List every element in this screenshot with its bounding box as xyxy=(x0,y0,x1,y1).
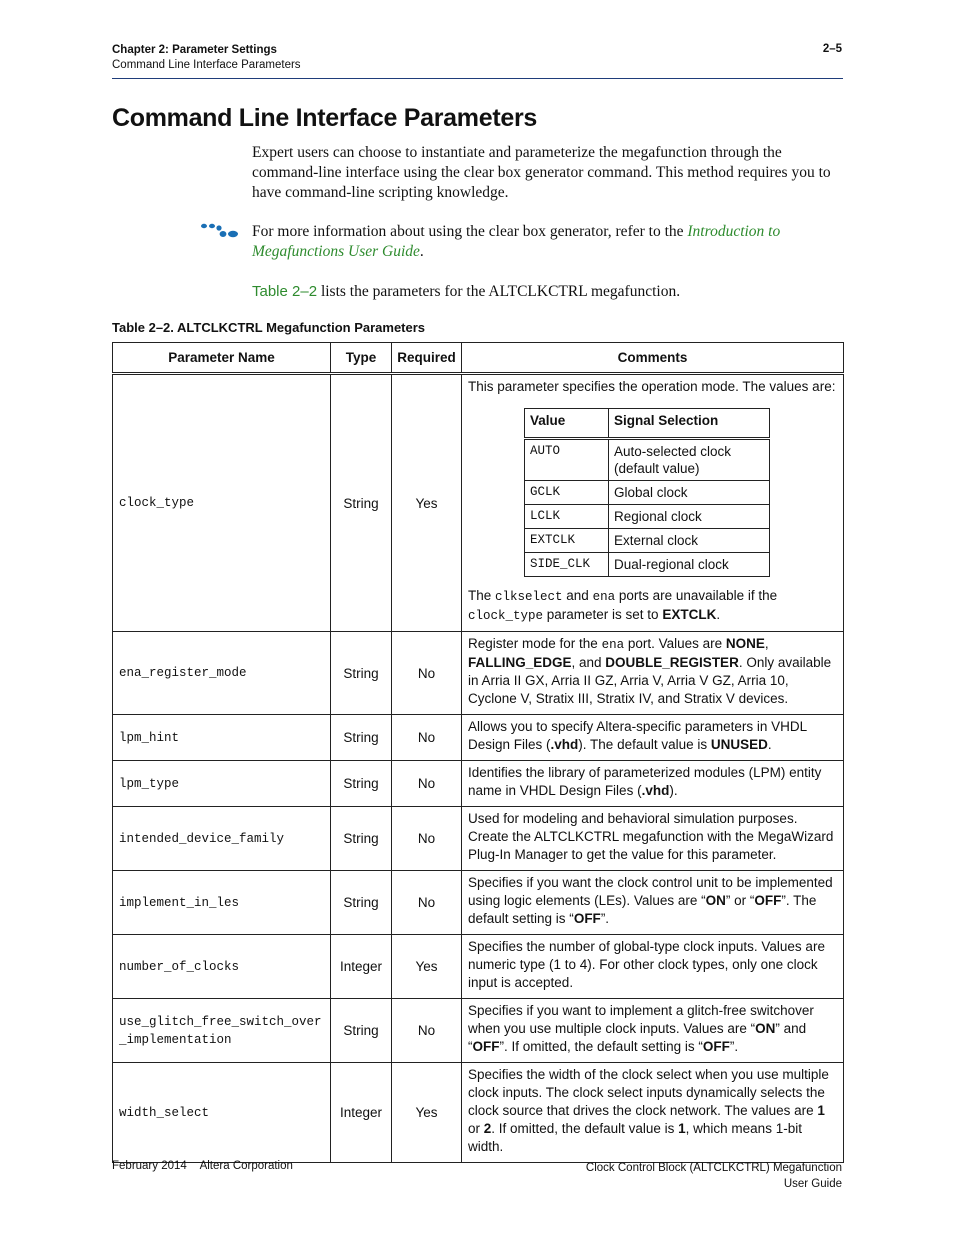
param-name: lpm_type xyxy=(113,761,331,807)
param-required: No xyxy=(392,715,462,761)
sub-signal: External clock xyxy=(609,529,770,553)
user-guide-link[interactable]: Introduction to Megafunctions User Guide xyxy=(252,223,781,260)
param-type: String xyxy=(331,715,392,761)
table-reference-paragraph xyxy=(252,282,842,302)
param-name: intended_device_family xyxy=(113,807,331,871)
col-header-required: Required xyxy=(392,343,462,374)
col-header-name: Parameter Name xyxy=(113,343,331,374)
sub-value: SIDE_CLK xyxy=(525,553,609,577)
param-name: number_of_clocks xyxy=(113,935,331,999)
footer-doc-type: User Guide xyxy=(783,1178,842,1190)
param-name: implement_in_les xyxy=(113,871,331,935)
param-type: String xyxy=(331,871,392,935)
comment-intro: This parameter specifies the operation mode. The values are: xyxy=(468,379,836,394)
table-row xyxy=(113,999,844,1063)
sub-signal: Global clock xyxy=(609,481,770,505)
table-row xyxy=(113,715,844,761)
param-type: Integer xyxy=(331,1063,392,1163)
sub-value: AUTO xyxy=(525,439,609,481)
param-required: Yes xyxy=(392,374,462,632)
param-required: No xyxy=(392,807,462,871)
page-title: Command Line Interface Parameters xyxy=(112,104,537,132)
page-number: 2–5 xyxy=(822,43,842,55)
parameters-table xyxy=(112,342,844,1163)
sub-header-value: Value xyxy=(525,409,609,439)
param-comment: Specifies if you want to implement a glitch-free switchover when you use multiple clock inputs. Values are “ON” and “OFF”. If omitted, the default setting is “OFF”. xyxy=(462,999,844,1063)
sub-row xyxy=(525,481,770,505)
table-row xyxy=(113,761,844,807)
param-name: clock_type xyxy=(113,374,331,632)
comment-after: The clkselect and ena ports are unavailable if the clock_type parameter is set to EXTCLK. xyxy=(468,588,778,623)
param-required: No xyxy=(392,632,462,715)
table-xref-link[interactable]: Table 2–2 xyxy=(252,283,318,300)
param-comment: Identifies the library of parameterized modules (LPM) entity name in VHDL Design Files (.vhd). xyxy=(462,761,844,807)
param-name: use_glitch_free_switch_over _implementation xyxy=(113,999,331,1063)
table-row xyxy=(113,871,844,935)
param-name: width_select xyxy=(113,1063,331,1163)
sub-signal: Dual-regional clock xyxy=(609,553,770,577)
sub-row xyxy=(525,439,770,481)
param-type: String xyxy=(331,999,392,1063)
note-text: For more information about using the clear box generator, refer to the xyxy=(252,223,688,240)
footer-date: February 2014 xyxy=(112,1160,187,1172)
param-required: Yes xyxy=(392,1063,462,1163)
intro-paragraph: Expert users can choose to instantiate and parameterize the megafunction through the command-line interface using the clear box generator command. This method requires you to have command-line scripting knowledge. xyxy=(252,144,831,201)
table-row xyxy=(113,374,844,632)
note-paragraph xyxy=(252,222,842,262)
param-comment xyxy=(462,374,844,632)
footer-left xyxy=(112,1160,293,1172)
table-caption: Table 2–2. ALTCLKCTRL Megafunction Parameters xyxy=(112,320,426,335)
param-required: No xyxy=(392,999,462,1063)
note-suffix: . xyxy=(419,243,424,260)
sub-row xyxy=(525,529,770,553)
sub-row xyxy=(525,505,770,529)
header-rule xyxy=(112,78,843,79)
param-comment: Allows you to specify Altera-specific parameters in VHDL Design Files (.vhd). The default value is UNUSED. xyxy=(462,715,844,761)
sub-value: GCLK xyxy=(525,481,609,505)
table-row xyxy=(113,632,844,715)
param-comment: Specifies if you want the clock control unit to be implemented using logic elements (LEs). Values are “ON” or “OFF”. The default setting is “OFF”. xyxy=(462,871,844,935)
sub-signal: Regional clock xyxy=(609,505,770,529)
sub-header-signal: Signal Selection xyxy=(609,409,770,439)
chapter-title: Chapter 2: Parameter Settings xyxy=(112,44,277,56)
param-name: lpm_hint xyxy=(113,715,331,761)
param-comment: Specifies the number of global-type clock inputs. Values are numeric type (1 to 4). For other clock types, only one clock input is accepted. xyxy=(462,935,844,999)
clock-type-values-table xyxy=(524,408,770,577)
param-required: Yes xyxy=(392,935,462,999)
footer-right xyxy=(586,1160,842,1192)
param-type: String xyxy=(331,807,392,871)
param-name: ena_register_mode xyxy=(113,632,331,715)
section-title: Command Line Interface Parameters xyxy=(112,59,301,71)
param-type: String xyxy=(331,374,392,632)
col-header-type: Type xyxy=(331,343,392,374)
param-required: No xyxy=(392,761,462,807)
running-header xyxy=(112,43,301,73)
table-header-row xyxy=(113,343,844,374)
footer-company: Altera Corporation xyxy=(199,1160,293,1172)
param-type: String xyxy=(331,761,392,807)
param-comment: Register mode for the ena port. Values are NONE, FALLING_EDGE, and DOUBLE_REGISTER. Only available in Arria II GX, Arria II GZ, Arria V, Arria V GZ, Arria 10, Cyclone V, Stratix III, Stratix IV, and Stratix V devices. xyxy=(462,632,844,715)
sub-signal: Auto-selected clock (default value) xyxy=(609,439,770,481)
sub-value: EXTCLK xyxy=(525,529,609,553)
table-row xyxy=(113,807,844,871)
sub-value: LCLK xyxy=(525,505,609,529)
table-ref-text: lists the parameters for the ALTCLKCTRL megafunction. xyxy=(317,283,681,300)
table-row xyxy=(113,1063,844,1163)
sub-row xyxy=(525,553,770,577)
param-type: Integer xyxy=(331,935,392,999)
footer-doc-title: Clock Control Block (ALTCLKCTRL) Megafunction xyxy=(585,1162,842,1174)
note-pointer-icon xyxy=(200,222,240,240)
param-type: String xyxy=(331,632,392,715)
param-required: No xyxy=(392,871,462,935)
param-comment: Specifies the width of the clock select when you use multiple clock inputs. The clock select inputs dynamically selects the clock source that drives the clock network. The values are 1 or 2. If omitted, the default value is 1, which means 1-bit width. xyxy=(462,1063,844,1163)
col-header-comments: Comments xyxy=(462,343,844,374)
param-comment: Used for modeling and behavioral simulation purposes. Create the ALTCLKCTRL megafunction with the MegaWizard Plug-In Manager to get the value for this parameter. xyxy=(462,807,844,871)
table-row xyxy=(113,935,844,999)
